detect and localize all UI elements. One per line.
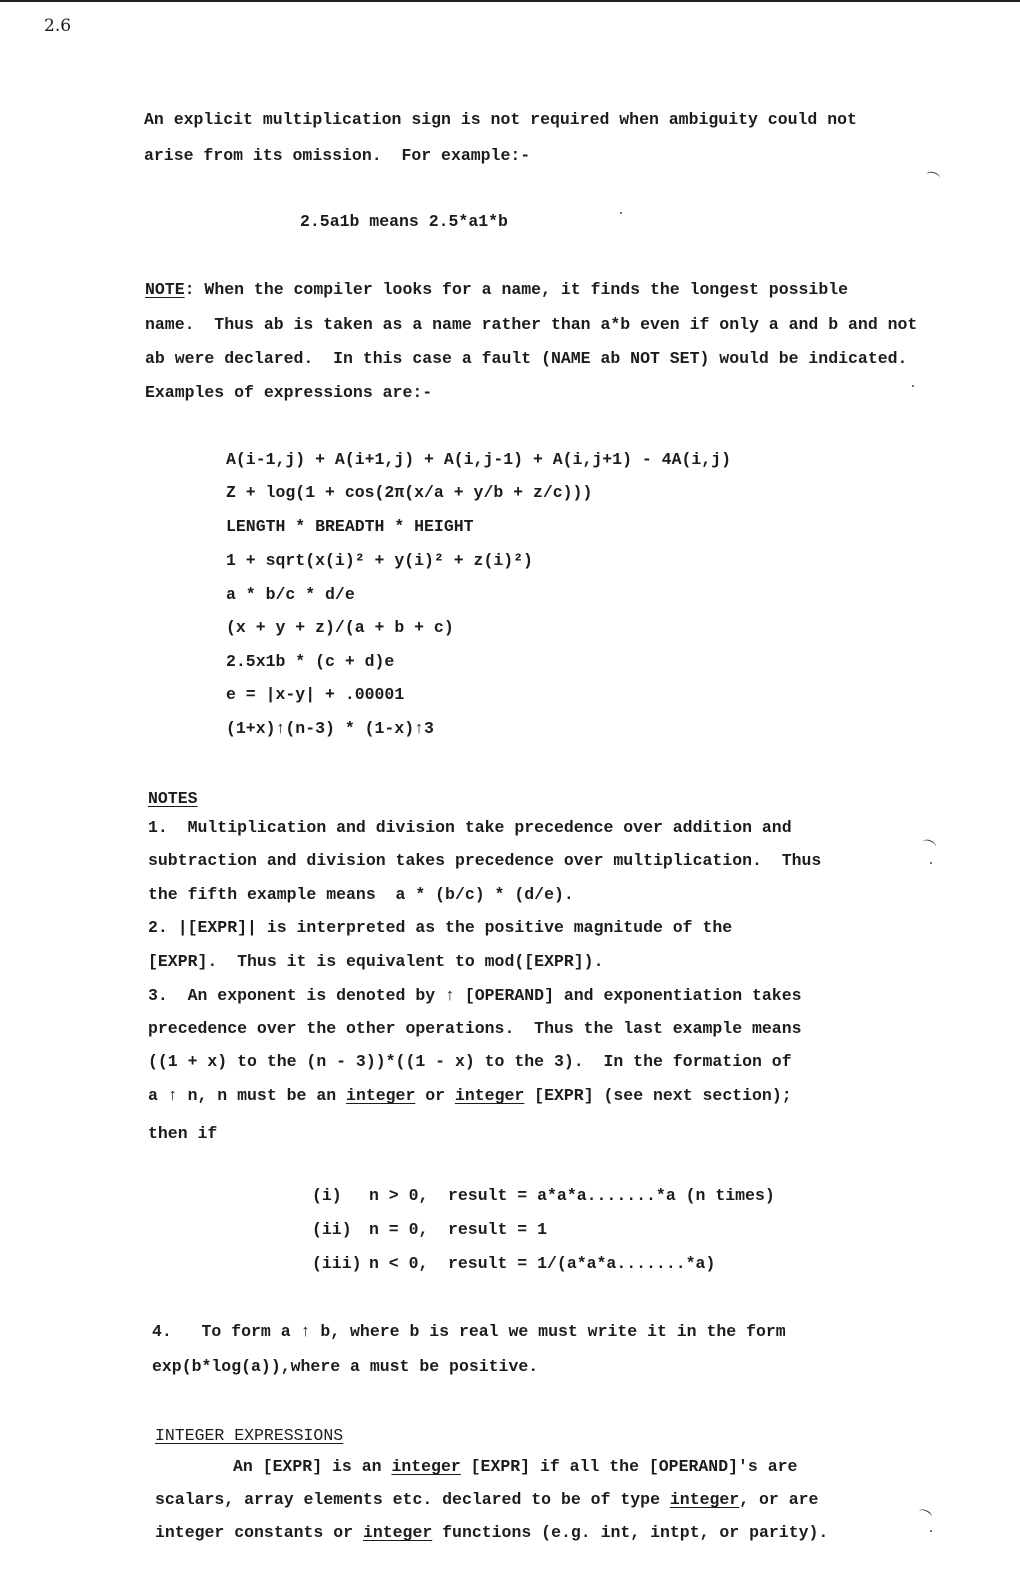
intro-line-2: arise from its omission. For example:- [144,146,531,165]
integer-keyword: integer [454,1086,525,1105]
integer-expr-line-2-part-b: , or are [739,1490,819,1509]
note2-line-1: 2. |[EXPR]| is interpreted as the positive magnitude of the [148,918,733,937]
integer-keyword: integer [346,1086,416,1105]
expression-item: a * b/c * d/e [226,585,355,604]
integer-expr-line-3-part-b: functions (e.g. int, intpt, or parity). [432,1523,829,1542]
note3-line-1: 3. An exponent is denoted by ↑ [OPERAND] and exponentiation takes [148,986,802,1005]
scan-speck [620,212,622,214]
expression-item: LENGTH * BREADTH * HEIGHT [226,517,474,536]
note1-line-2: subtraction and division takes precedence over multiplication. Thus [148,851,822,870]
integer-expr-line-2-part-a: scalars, array elements etc. declared to be of type [155,1490,670,1509]
integer-expr-line-3-part-a: integer constants or [155,1523,363,1542]
top-border [0,0,1020,2]
note3-line-4-part-a: a ↑ n, n must be an [148,1086,347,1105]
note3-line-2: precedence over the other operations. Thus the last example means [148,1019,802,1038]
case-condition: n < 0, [369,1254,429,1273]
case-result: result = 1 [448,1220,548,1239]
note1-line-3: the fifth example means a * (b/c) * (d/e). [148,885,574,904]
case-result: result = a*a*a.......*a (n times) [448,1186,775,1205]
case-result: result = 1/(a*a*a.......*a) [448,1254,716,1273]
integer-keyword: integer [669,1490,740,1509]
note3-line-4-part-c: [EXPR] (see next section); [524,1086,792,1105]
note-line-1 [145,280,848,299]
case-condition: n = 0, [369,1220,429,1239]
note1-line-1: 1. Multiplication and division take precedence over addition and [148,818,792,837]
note3-line-3: ((1 + x) to the (n - 3))*((1 - x) to the 3). In the formation of [148,1052,792,1071]
integer-expr-line-1-part-a: An [EXPR] is an [233,1457,392,1476]
note-line-4: Examples of expressions are:- [145,383,433,402]
scan-speck [930,862,932,864]
integer-expr-line-3 [155,1523,828,1542]
scan-mark [921,838,937,851]
case-condition: n > 0, [369,1186,429,1205]
note-label: NOTE [145,280,185,299]
expression-item: A(i-1,j) + A(i+1,j) + A(i,j-1) + A(i,j+1) - 4A(i,j) [226,450,731,469]
expression-item: 2.5x1b * (c + d)e [226,652,395,671]
case-label: (ii) [312,1220,352,1239]
scan-mark [917,1507,933,1521]
expression-item: Z + log(1 + cos(2π(x/a + y/b + z/c))) [226,483,593,502]
intro-example: 2.5a1b means 2.5*a1*b [300,212,508,231]
scan-speck [930,1530,932,1532]
note-line-2: name. Thus ab is taken as a name rather than a*b even if only a and b and not [145,315,918,334]
integer-expressions-heading: INTEGER EXPRESSIONS [155,1426,344,1445]
expression-item: 1 + sqrt(x(i)² + y(i)² + z(i)²) [226,551,533,570]
integer-expr-line-1 [233,1457,797,1476]
note4-line-1: 4. To form a ↑ b, where b is real we must write it in the form [152,1322,786,1341]
integer-expr-line-1-part-b: [EXPR] if all the [OPERAND]'s are [460,1457,798,1476]
integer-keyword: integer [362,1523,433,1542]
note3-line-4-part-b: or [415,1086,455,1105]
expression-item: (x + y + z)/(a + b + c) [226,618,454,637]
case-label: (iii) [312,1254,362,1273]
scan-mark [925,170,941,182]
note-line-3: ab were declared. In this case a fault (NAME ab NOT SET) would be indicated. [145,349,908,368]
scan-speck [912,385,914,387]
note3-line-4 [148,1086,792,1105]
expression-item: e = |x-y| + .00001 [226,685,405,704]
expression-item: (1+x)↑(n-3) * (1-x)↑3 [226,719,434,738]
integer-keyword: integer [391,1457,461,1476]
note3-line-5: then if [148,1124,218,1143]
notes-heading: NOTES [148,789,198,808]
note-line-1-text: : When the compiler looks for a name, it finds the longest possible [184,280,849,299]
note2-line-2: [EXPR]. Thus it is equivalent to mod([EXPR]). [148,952,604,971]
case-label: (i) [312,1186,342,1205]
note4-line-2: exp(b*log(a)),where a must be positive. [152,1357,539,1376]
page-number: 2.6 [44,16,72,36]
intro-line-1: An explicit multiplication sign is not required when ambiguity could not [144,110,857,129]
integer-expr-line-2 [155,1490,818,1509]
